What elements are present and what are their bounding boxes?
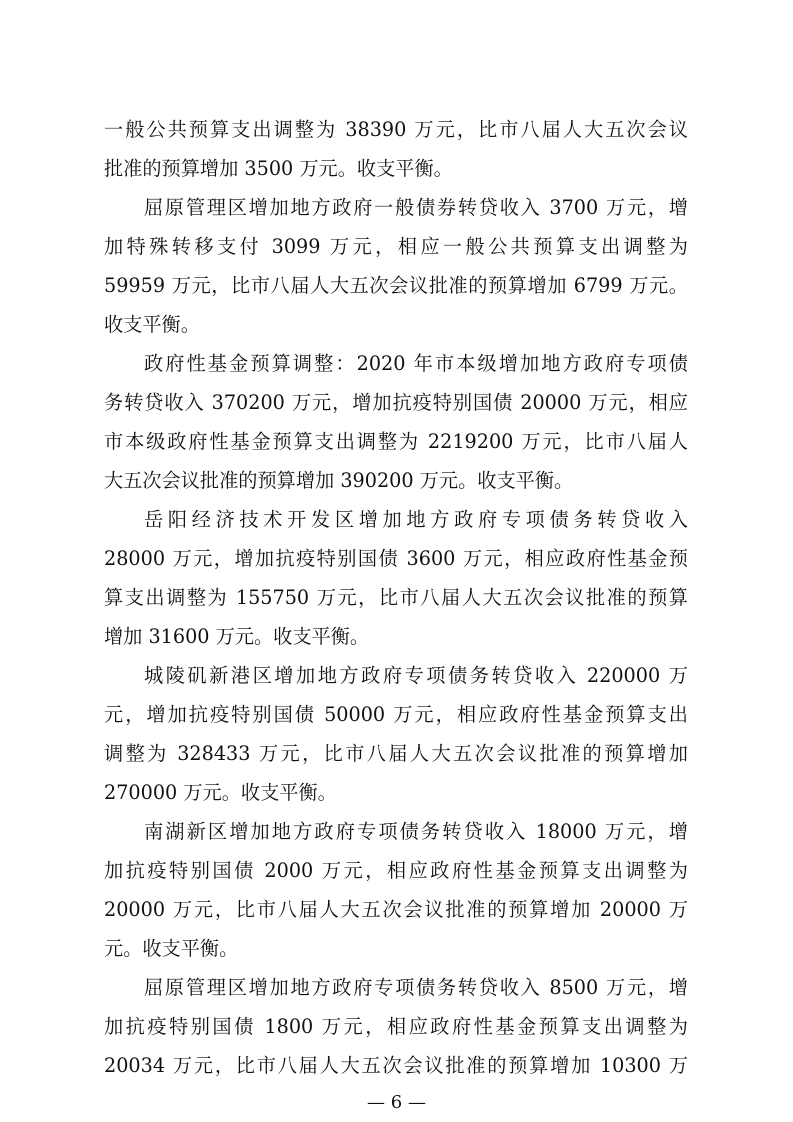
text-line: 加抗疫特别国债 1800 万元，相应政府性基金预算支出调整为 [104,1015,688,1038]
text-line: 一般公共预算支出调整为 38390 万元，比市八届人大五次会议 [104,118,688,141]
text-line: 收支平衡。 [104,313,200,336]
paragraph-first-line: 屈原管理区增加地方政府一般债券转贷收入 3700 万元，增 [144,196,688,219]
text-line: 元，增加抗疫特别国债 50000 万元，相应政府性基金预算支出 [104,703,688,726]
text-line: 59959 万元，比市八届人大五次会议批准的预算增加 6799 万元。 [104,274,688,297]
text-line: 加抗疫特别国债 2000 万元，相应政府性基金预算支出调整为 [104,859,688,882]
paragraph-first-line: 岳阳经济技术开发区增加地方政府专项债务转贷收入 [144,508,688,531]
paragraph-first-line: 南湖新区增加地方政府专项债务转贷收入 18000 万元，增 [144,820,688,843]
text-line: 调整为 328433 万元，比市八届人大五次会议批准的预算增加 [104,742,688,765]
paragraph-first-line: 政府性基金预算调整：2020 年市本级增加地方政府专项债 [144,352,688,375]
text-line: 批准的预算增加 3500 万元。收支平衡。 [104,157,453,180]
paragraph-first-line: 屈原管理区增加地方政府专项债务转贷收入 8500 万元，增 [144,976,688,999]
page-number: — 6 — [367,1092,426,1113]
text-line: 务转贷收入 370200 万元，增加抗疫特别国债 20000 万元，相应 [104,391,688,414]
text-line: 元。收支平衡。 [104,937,239,960]
text-line: 加特殊转移支付 3099 万元，相应一般公共预算支出调整为 [104,235,688,258]
text-line: 20000 万元，比市八届人大五次会议批准的预算增加 20000 万 [104,898,688,921]
paragraph-first-line: 城陵矶新港区增加地方政府专项债务转贷收入 220000 万 [144,664,688,687]
text-line: 市本级政府性基金预算支出调整为 2219200 万元，比市八届人 [104,430,688,453]
text-line: 大五次会议批准的预算增加 390200 万元。收支平衡。 [104,469,574,492]
text-line: 算支出调整为 155750 万元，比市八届人大五次会议批准的预算 [104,586,688,609]
text-line: 增加 31600 万元。收支平衡。 [104,625,370,648]
text-line: 20034 万元，比市八届人大五次会议批准的预算增加 10300 万 [104,1054,688,1077]
text-line: 270000 万元。收支平衡。 [104,781,337,804]
text-line: 28000 万元，增加抗疫特别国债 3600 万元，相应政府性基金预 [104,547,688,570]
